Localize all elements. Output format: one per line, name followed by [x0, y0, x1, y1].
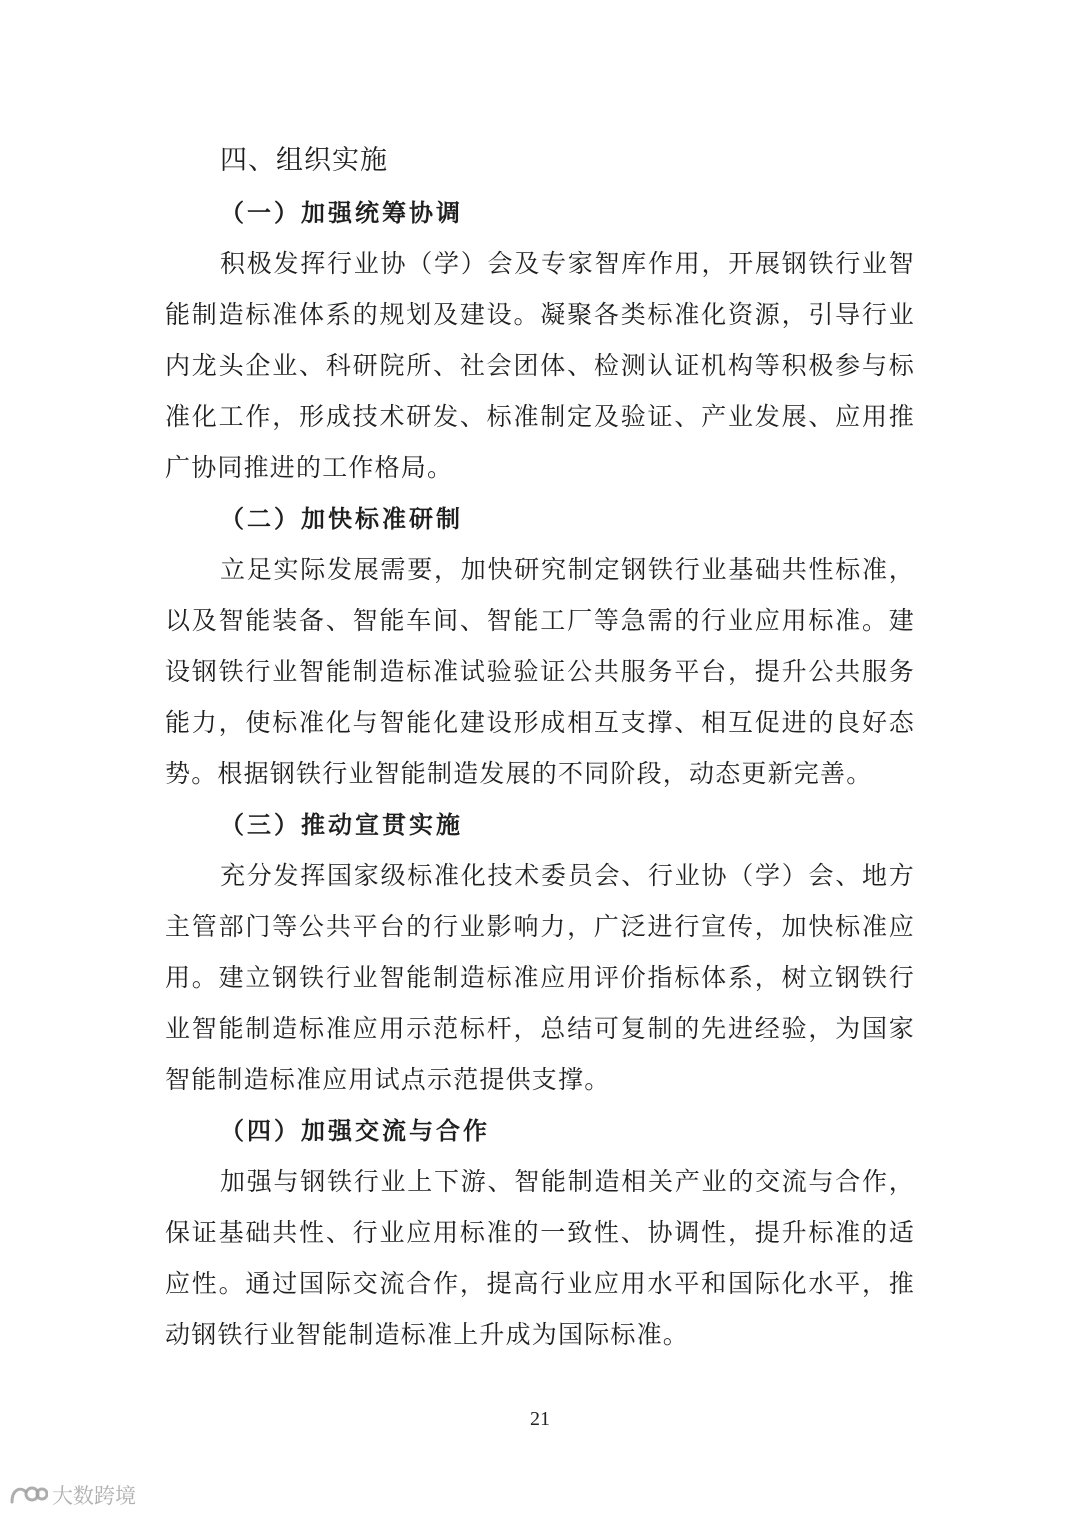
- subsection-paragraph-3: 充分发挥国家级标准化技术委员会、行业协（学）会、地方主管部门等公共平台的行业影响力，广泛进行宣传，加快标准应用。建立钢铁行业智能制造标准应用评价指标体系，树立钢铁行业智能制造标准应用示范标杆，总结可复制的先进经验，为国家智能制造标准应用试点示范提供支撑。: [165, 861, 915, 1094]
- watermark-logo-icon: [8, 1482, 48, 1508]
- subsection-paragraph-2: 立足实际发展需要，加快研究制定钢铁行业基础共性标准，以及智能装备、智能车间、智能工厂等急需的行业应用标准。建设钢铁行业智能制造标准试验验证公共服务平台，提升公共服务能力，使标准化与智能化建设形成相互支撑、相互促进的良好态势。根据钢铁行业智能制造发展的不同阶段，动态更新完善。: [165, 555, 915, 788]
- subsection-heading-1: （一）加强统筹协调: [220, 198, 463, 227]
- page-number: 21: [530, 1408, 550, 1430]
- subsection-heading-2: （二）加快标准研制: [220, 504, 463, 533]
- section-title: 四、组织实施: [220, 145, 388, 176]
- page-content: [165, 135, 915, 1360]
- subsection-paragraph-4: 加强与钢铁行业上下游、智能制造相关产业的交流与合作，保证基础共性、行业应用标准的一致性、协调性，提升标准的适应性。通过国际交流合作，提高行业应用水平和国际化水平，推动钢铁行业智能制造标准上升成为国际标准。: [165, 1167, 915, 1349]
- subsection-heading-3: （三）推动宣贯实施: [220, 810, 463, 839]
- watermark: [8, 1480, 136, 1510]
- subsection-heading-4: （四）加强交流与合作: [220, 1116, 490, 1145]
- watermark-text: 大数跨境: [52, 1484, 136, 1508]
- subsection-paragraph-1: 积极发挥行业协（学）会及专家智库作用，开展钢铁行业智能制造标准体系的规划及建设。凝聚各类标准化资源，引导行业内龙头企业、科研院所、社会团体、检测认证机构等积极参与标准化工作，形成技术研发、标准制定及验证、产业发展、应用推广协同推进的工作格局。: [165, 249, 915, 482]
